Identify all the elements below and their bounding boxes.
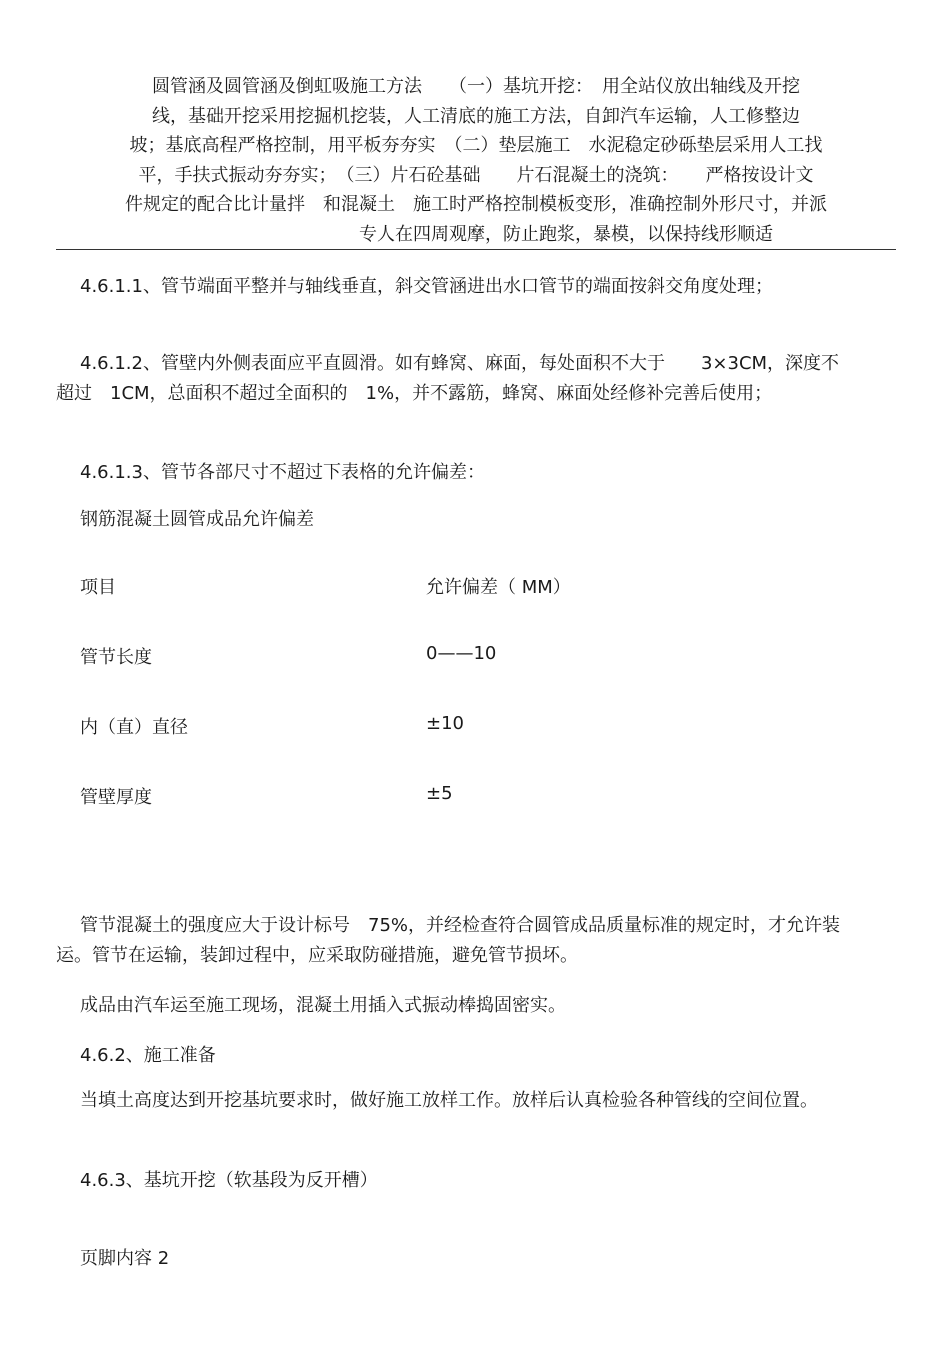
header-line: 坡；基底高程严格控制，用平板夯夯实 （二）垫层施工 水泥稳定砂砾垫层采用人工找 bbox=[129, 135, 823, 156]
header-line: 平，手扶式振动夯夯实； （三）片石砼基础 片石混凝土的浇筑： 严格按设计文 bbox=[138, 164, 814, 186]
page-header bbox=[56, 72, 896, 249]
paragraph-strength: 管节混凝土的强度应大于设计标号 75%，并经检查符合圆管成品质量标准的规定时，才允许装运。管节在运输，装卸过程中，应采取防碰措施，避免管节损坏。 bbox=[56, 915, 841, 966]
paragraph-4-6-1-2: 4.6.1.2、管壁内外侧表面应平直圆滑。如有蜂窝、麻面，每处面积不大于 3×3CM，深度不超过 1CM，总面积不超过全面积的 1%，并不露筋，蜂窝、麻面处经修补完善后使用； bbox=[56, 353, 840, 404]
header-divider bbox=[56, 249, 896, 250]
table-cell-tolerance: ±5 bbox=[426, 783, 453, 804]
header-line: 专人在四周观摩，防止跑浆，暴模，以保持线形顺适 bbox=[179, 223, 773, 245]
paragraph-preparation: 当填土高度达到开挖基坑要求时，做好施工放样工作。放样后认真检验各种管线的空间位置。 bbox=[80, 1090, 818, 1111]
header-line: 线，基础开挖采用挖掘机挖装，人工清底的施工方法，自卸汽车运输，人工修整边 bbox=[152, 105, 800, 127]
table-cell-item: 管壁厚度 bbox=[80, 787, 152, 808]
header-line: 圆管涵及圆管涵及倒虹吸施工方法 （一）基坑开挖： 用全站仪放出轴线及开挖 bbox=[152, 76, 800, 97]
table-cell-item: 管节长度 bbox=[80, 647, 152, 668]
table-header-item: 项目 bbox=[80, 577, 116, 598]
table-header-tolerance: 允许偏差（ MM） bbox=[426, 577, 571, 598]
table-cell-tolerance: 0——10 bbox=[426, 643, 497, 664]
table-cell-tolerance: ±10 bbox=[426, 713, 464, 734]
paragraph-transport: 成品由汽车运至施工现场，混凝土用插入式振动棒捣固密实。 bbox=[80, 995, 566, 1016]
header-line: 件规定的配合比计量拌 和混凝土 施工时严格控制模板变形，准确控制外形尺寸，并派 bbox=[125, 194, 827, 215]
section-heading-4-6-3: 4.6.3、基坑开挖（软基段为反开槽） bbox=[80, 1170, 378, 1191]
section-heading-4-6-2: 4.6.2、施工准备 bbox=[80, 1045, 216, 1066]
page-footer: 页脚内容 2 bbox=[80, 1248, 170, 1269]
paragraph-4-6-1-1: 4.6.1.1、管节端面平整并与轴线垂直，斜交管涵进出水口管节的端面按斜交角度处理； bbox=[80, 276, 773, 297]
table-cell-item: 内（直）直径 bbox=[80, 717, 188, 738]
table-title: 钢筋混凝土圆管成品允许偏差 bbox=[80, 509, 314, 530]
paragraph-4-6-1-3: 4.6.1.3、管节各部尺寸不超过下表格的允许偏差： bbox=[80, 462, 485, 483]
